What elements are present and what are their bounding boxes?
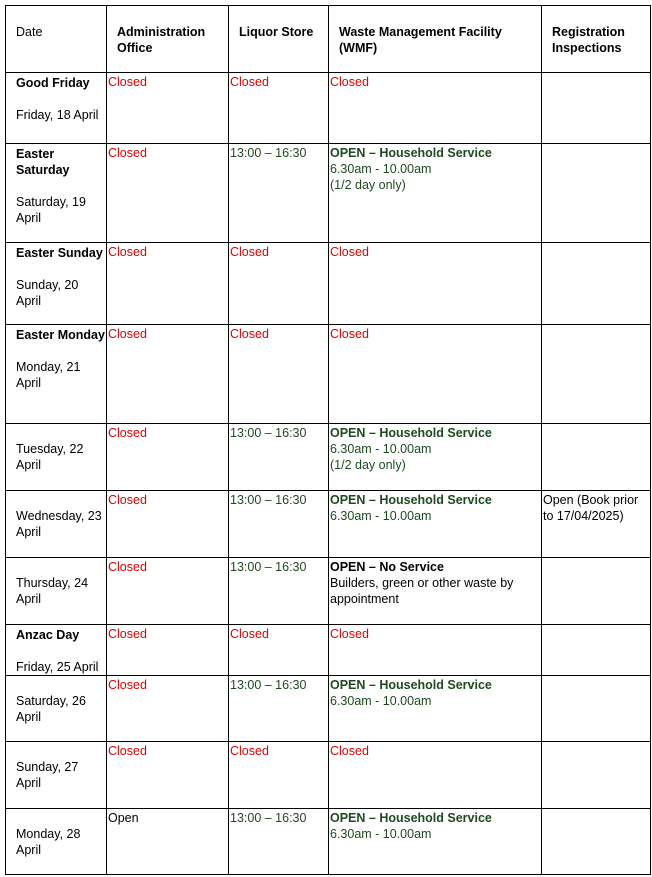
- date-cell: [6, 424, 107, 491]
- wmf-status: OPEN – Household Service: [330, 678, 492, 692]
- holiday-name: Easter Sunday: [16, 246, 103, 260]
- date-cell: [6, 625, 107, 676]
- date-cell: [6, 809, 107, 875]
- table-row: [6, 325, 651, 424]
- wmf-status: OPEN – Household Service: [330, 811, 492, 825]
- admin-office-cell: [107, 243, 229, 325]
- liquor-hours: Closed: [230, 75, 269, 89]
- wmf-cell: [329, 809, 542, 875]
- registration-cell: [542, 144, 651, 243]
- admin-status: Closed: [108, 493, 147, 507]
- liquor-store-cell: [229, 676, 329, 742]
- wmf-status: Closed: [330, 744, 369, 758]
- table-row: [6, 676, 651, 742]
- wmf-cell: [329, 73, 542, 144]
- liquor-hours: Closed: [230, 327, 269, 341]
- date-label: Thursday, 24 April: [16, 576, 89, 606]
- date-cell: [6, 676, 107, 742]
- admin-status: Closed: [108, 146, 147, 160]
- table-row: [6, 742, 651, 809]
- liquor-hours: 13:00 – 16:30: [230, 146, 307, 160]
- liquor-store-cell: [229, 73, 329, 144]
- wmf-status: OPEN – Household Service: [330, 426, 492, 440]
- liquor-hours: Closed: [230, 245, 269, 259]
- holiday-name: Easter Saturday: [16, 147, 70, 177]
- registration-cell: [542, 742, 651, 809]
- wmf-status: Closed: [330, 627, 369, 641]
- wmf-detail: (1/2 day only): [330, 178, 406, 192]
- wmf-detail: (1/2 day only): [330, 458, 406, 472]
- wmf-cell: [329, 558, 542, 625]
- wmf-cell: [329, 625, 542, 676]
- wmf-cell: [329, 243, 542, 325]
- liquor-store-cell: [229, 243, 329, 325]
- admin-office-cell: [107, 73, 229, 144]
- registration-cell: [542, 558, 651, 625]
- date-cell: [6, 491, 107, 558]
- liquor-store-cell: [229, 424, 329, 491]
- table-row: [6, 73, 651, 144]
- liquor-store-cell: [229, 144, 329, 243]
- header-liquor: Liquor Store: [229, 6, 329, 73]
- liquor-hours: 13:00 – 16:30: [230, 678, 307, 692]
- admin-status: Closed: [108, 426, 147, 440]
- registration-cell: [542, 73, 651, 144]
- admin-office-cell: [107, 491, 229, 558]
- admin-status: Closed: [108, 245, 147, 259]
- liquor-hours: Closed: [230, 744, 269, 758]
- date-label: Monday, 21 April: [16, 360, 81, 390]
- admin-status: Closed: [108, 75, 147, 89]
- admin-status: Closed: [108, 560, 147, 574]
- holiday-name: Easter Monday: [16, 328, 105, 342]
- holiday-hours-table: [5, 5, 651, 875]
- admin-status: Open: [108, 811, 139, 825]
- admin-office-cell: [107, 809, 229, 875]
- wmf-cell: [329, 742, 542, 809]
- table-row: [6, 144, 651, 243]
- liquor-store-cell: [229, 325, 329, 424]
- date-label: Friday, 25 April: [16, 660, 99, 674]
- header-wmf: Waste Management Facility (WMF): [329, 6, 542, 73]
- admin-office-cell: [107, 625, 229, 676]
- registration-cell: [542, 809, 651, 875]
- wmf-status: OPEN – Household Service: [330, 146, 492, 160]
- table-row: [6, 491, 651, 558]
- date-label: Wednesday, 23 April: [16, 509, 102, 539]
- liquor-hours: 13:00 – 16:30: [230, 493, 307, 507]
- header-row: [6, 6, 651, 73]
- admin-office-cell: [107, 558, 229, 625]
- wmf-status: OPEN – No Service: [330, 560, 444, 574]
- wmf-detail: 6.30am - 10.00am: [330, 509, 432, 523]
- liquor-store-cell: [229, 625, 329, 676]
- holiday-name: Good Friday: [16, 76, 90, 90]
- registration-cell: [542, 243, 651, 325]
- date-cell: [6, 742, 107, 809]
- wmf-cell: [329, 144, 542, 243]
- registration-status: Open (Book prior to 17/04/2025): [543, 493, 639, 523]
- registration-cell: [542, 424, 651, 491]
- registration-cell: [542, 676, 651, 742]
- wmf-status: Closed: [330, 75, 369, 89]
- table-row: [6, 424, 651, 491]
- liquor-store-cell: [229, 742, 329, 809]
- date-label: Saturday, 26 April: [16, 694, 86, 724]
- admin-status: Closed: [108, 678, 147, 692]
- liquor-hours: Closed: [230, 627, 269, 641]
- liquor-store-cell: [229, 809, 329, 875]
- date-cell: [6, 73, 107, 144]
- wmf-detail: 6.30am - 10.00am: [330, 162, 432, 176]
- wmf-cell: [329, 676, 542, 742]
- wmf-detail: 6.30am - 10.00am: [330, 694, 432, 708]
- admin-office-cell: [107, 676, 229, 742]
- admin-status: Closed: [108, 627, 147, 641]
- date-cell: [6, 243, 107, 325]
- header-date: Date: [6, 6, 107, 73]
- table-row: [6, 625, 651, 676]
- wmf-cell: [329, 491, 542, 558]
- admin-office-cell: [107, 325, 229, 424]
- header-admin: Administration Office: [107, 6, 229, 73]
- wmf-detail: Builders, green or other waste by appointment: [330, 576, 514, 606]
- wmf-status: Closed: [330, 245, 369, 259]
- liquor-hours: 13:00 – 16:30: [230, 811, 307, 825]
- liquor-store-cell: [229, 558, 329, 625]
- date-label: Friday, 18 April: [16, 108, 99, 122]
- wmf-detail: 6.30am - 10.00am: [330, 442, 432, 456]
- table-row: [6, 243, 651, 325]
- date-label: Monday, 28 April: [16, 827, 81, 857]
- wmf-cell: [329, 424, 542, 491]
- admin-office-cell: [107, 742, 229, 809]
- registration-cell: [542, 491, 651, 558]
- liquor-hours: 13:00 – 16:30: [230, 560, 307, 574]
- registration-cell: [542, 325, 651, 424]
- admin-status: Closed: [108, 327, 147, 341]
- date-cell: [6, 325, 107, 424]
- date-cell: [6, 144, 107, 243]
- registration-cell: [542, 625, 651, 676]
- wmf-status: OPEN – Household Service: [330, 493, 492, 507]
- liquor-hours: 13:00 – 16:30: [230, 426, 307, 440]
- wmf-detail: 6.30am - 10.00am: [330, 827, 432, 841]
- header-registration: Registration Inspections: [542, 6, 651, 73]
- table-row: [6, 558, 651, 625]
- date-cell: [6, 558, 107, 625]
- holiday-name: Anzac Day: [16, 628, 80, 642]
- date-label: Sunday, 27 April: [16, 760, 79, 790]
- wmf-status: Closed: [330, 327, 369, 341]
- admin-office-cell: [107, 424, 229, 491]
- wmf-cell: [329, 325, 542, 424]
- admin-status: Closed: [108, 744, 147, 758]
- date-label: Tuesday, 22 April: [16, 442, 84, 472]
- admin-office-cell: [107, 144, 229, 243]
- date-label: Saturday, 19 April: [16, 195, 86, 225]
- date-label: Sunday, 20 April: [16, 278, 79, 308]
- liquor-store-cell: [229, 491, 329, 558]
- table-row: [6, 809, 651, 875]
